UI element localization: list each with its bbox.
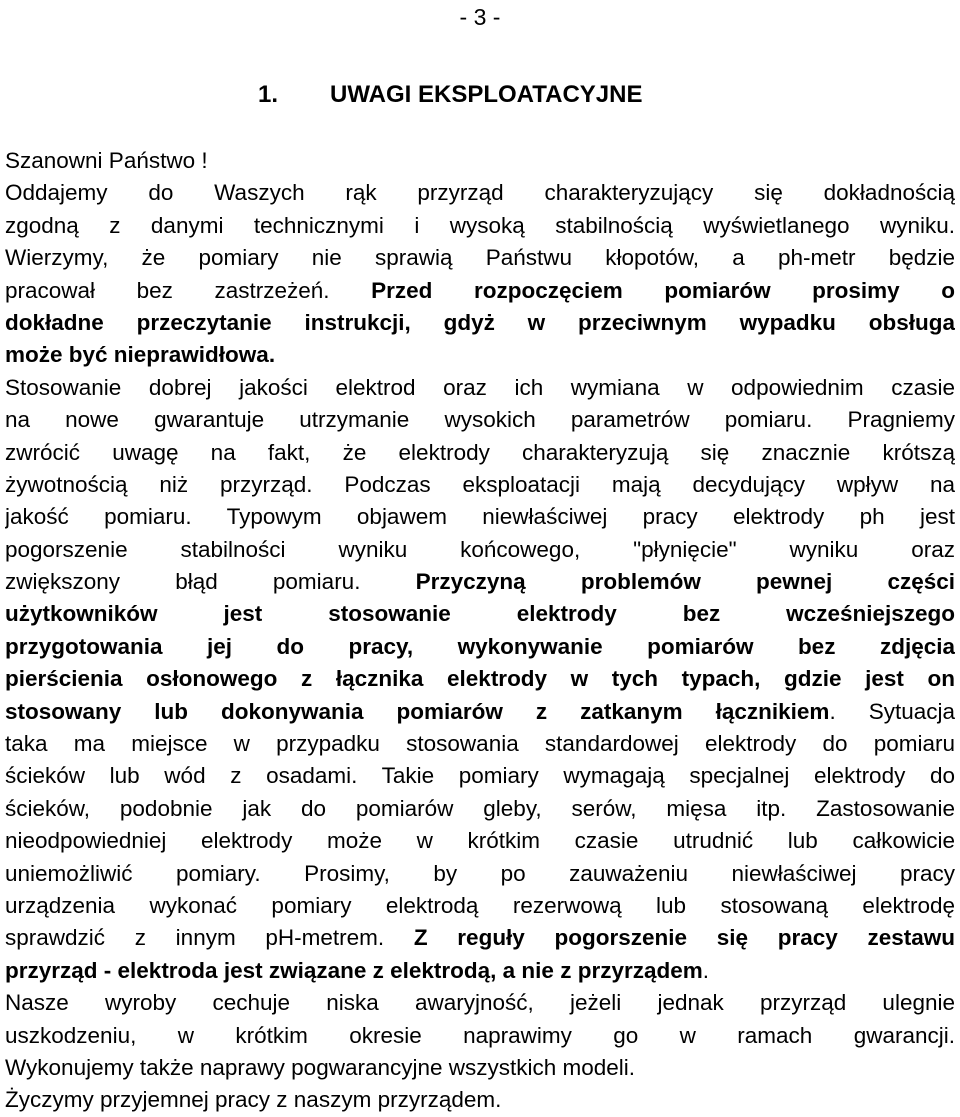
text-line bbox=[5, 1020, 955, 1052]
text-line bbox=[5, 307, 955, 339]
text-segment: taka ma miejsce w przypadku stosowania standardowej elektrody do pomiaru bbox=[5, 731, 955, 757]
section-title: UWAGI EKSPLOATACYJNE bbox=[330, 81, 643, 108]
bold-text: pierścienia osłonowego z łącznika elektrody w tych typach, gdzie jest on bbox=[5, 666, 955, 692]
text-segment: Stosowanie dobrej jakości elektrod oraz ich wymiana w odpowiednim czasie bbox=[5, 374, 955, 400]
text-segment: pogorszenie stabilności wyniku końcowego, "płynięcie" wyniku oraz bbox=[5, 536, 955, 562]
bold-text: przygotowania jej do pracy, wykonywanie pomiarów bez zdjęcia bbox=[5, 633, 955, 659]
bold-text: Przed rozpoczęciem pomiarów prosimy o bbox=[371, 277, 955, 303]
text-segment: Oddajemy do Waszych rąk przyrząd charakteryzujący się dokładnością bbox=[5, 180, 955, 206]
text-segment: sprawdzić z innym pH-metrem. bbox=[5, 925, 414, 951]
text-line bbox=[5, 372, 955, 404]
text-line bbox=[5, 663, 955, 695]
text-segment: pracował bez zastrzeżeń. bbox=[5, 277, 372, 303]
bold-text: przyrząd - elektroda jest związane z elektrodą, a nie z przyrządem bbox=[5, 957, 703, 983]
text-line bbox=[5, 1052, 955, 1084]
text-line bbox=[5, 1084, 955, 1116]
page-number: - 3 - bbox=[459, 4, 501, 30]
text-line bbox=[5, 825, 955, 857]
text-line bbox=[5, 890, 955, 922]
bold-text: użytkowników jest stosowanie elektrody bez wcześniejszego bbox=[5, 601, 955, 627]
bold-text: Przyczyną problemów pewnej części bbox=[415, 569, 955, 595]
text-line bbox=[5, 339, 955, 371]
text-line bbox=[5, 242, 955, 274]
text-segment: ścieków, podobnie jak do pomiarów gleby, serów, mięsa itp. Zastosowanie bbox=[5, 795, 955, 821]
text-segment: Nasze wyroby cechuje niska awaryjność, jeżeli jednak przyrząd ulegnie bbox=[5, 990, 955, 1016]
text-line bbox=[5, 501, 955, 533]
text-line bbox=[5, 858, 955, 890]
bold-text: może być nieprawidłowa. bbox=[5, 342, 276, 368]
text-segment: Życzymy przyjemnej pracy z naszym przyrządem. bbox=[5, 1087, 502, 1113]
bold-text: stosowany lub dokonywania pomiarów z zatkanym łącznikiem bbox=[5, 698, 830, 724]
text-line bbox=[5, 469, 955, 501]
text-line bbox=[5, 760, 955, 792]
text-line bbox=[5, 210, 955, 242]
body-text bbox=[5, 145, 955, 1117]
text-segment: zwiększony błąd pomiaru. bbox=[5, 569, 416, 595]
text-segment: na nowe gwarantuje utrzymanie wysokich parametrów pomiaru. Pragniemy bbox=[5, 407, 955, 433]
text-line bbox=[5, 955, 955, 987]
text-line bbox=[5, 696, 955, 728]
text-line bbox=[5, 145, 955, 177]
text-segment: nieodpowiedniej elektrody może w krótkim czasie utrudnić lub całkowicie bbox=[5, 828, 955, 854]
text-segment: zgodną z danymi technicznymi i wysoką stabilnością wyświetlanego wyniku. bbox=[5, 212, 955, 238]
text-segment: zwrócić uwagę na fakt, że elektrody charakteryzują się znacznie krótszą bbox=[5, 439, 955, 465]
text-segment: jakość pomiaru. Typowym objawem niewłaściwej pracy elektrody ph jest bbox=[5, 504, 955, 530]
text-line bbox=[5, 922, 955, 954]
text-line bbox=[5, 598, 955, 630]
text-line bbox=[5, 631, 955, 663]
text-segment: Wierzymy, że pomiary nie sprawią Państwu kłopotów, a ph-metr będzie bbox=[5, 245, 955, 271]
text-line bbox=[5, 437, 955, 469]
text-line bbox=[5, 728, 955, 760]
text-line bbox=[5, 987, 955, 1019]
text-segment: uszkodzeniu, w krótkim okresie naprawimy go w ramach gwarancji. bbox=[5, 1022, 955, 1048]
text-segment: uniemożliwić pomiary. Prosimy, by po zauważeniu niewłaściwej pracy bbox=[5, 860, 955, 886]
text-segment: ścieków lub wód z osadami. Takie pomiary wymagają specjalnej elektrody do bbox=[5, 763, 955, 789]
text-line bbox=[5, 534, 955, 566]
text-segment: Szanowni Państwo ! bbox=[5, 148, 208, 173]
text-segment: żywotnością niż przyrząd. Podczas eksploatacji mają decydujący wpływ na bbox=[5, 471, 955, 497]
text-line bbox=[5, 177, 955, 209]
text-segment: . bbox=[702, 957, 710, 983]
text-segment: . Sytuacja bbox=[829, 698, 955, 724]
text-segment: Wykonujemy także naprawy pogwarancyjne wszystkich modeli. bbox=[5, 1054, 636, 1080]
text-segment: urządzenia wykonać pomiary elektrodą rezerwową lub stosowaną elektrodę bbox=[5, 892, 955, 918]
bold-text: dokładne przeczytanie instrukcji, gdyż w przeciwnym wypadku obsługa bbox=[5, 309, 955, 335]
text-line bbox=[5, 275, 955, 307]
section-heading bbox=[258, 80, 642, 110]
text-line bbox=[5, 793, 955, 825]
bold-text: Z reguły pogorszenie się pracy zestawu bbox=[413, 925, 955, 951]
section-number: 1. bbox=[258, 81, 279, 108]
text-line bbox=[5, 566, 955, 598]
text-line bbox=[5, 404, 955, 436]
